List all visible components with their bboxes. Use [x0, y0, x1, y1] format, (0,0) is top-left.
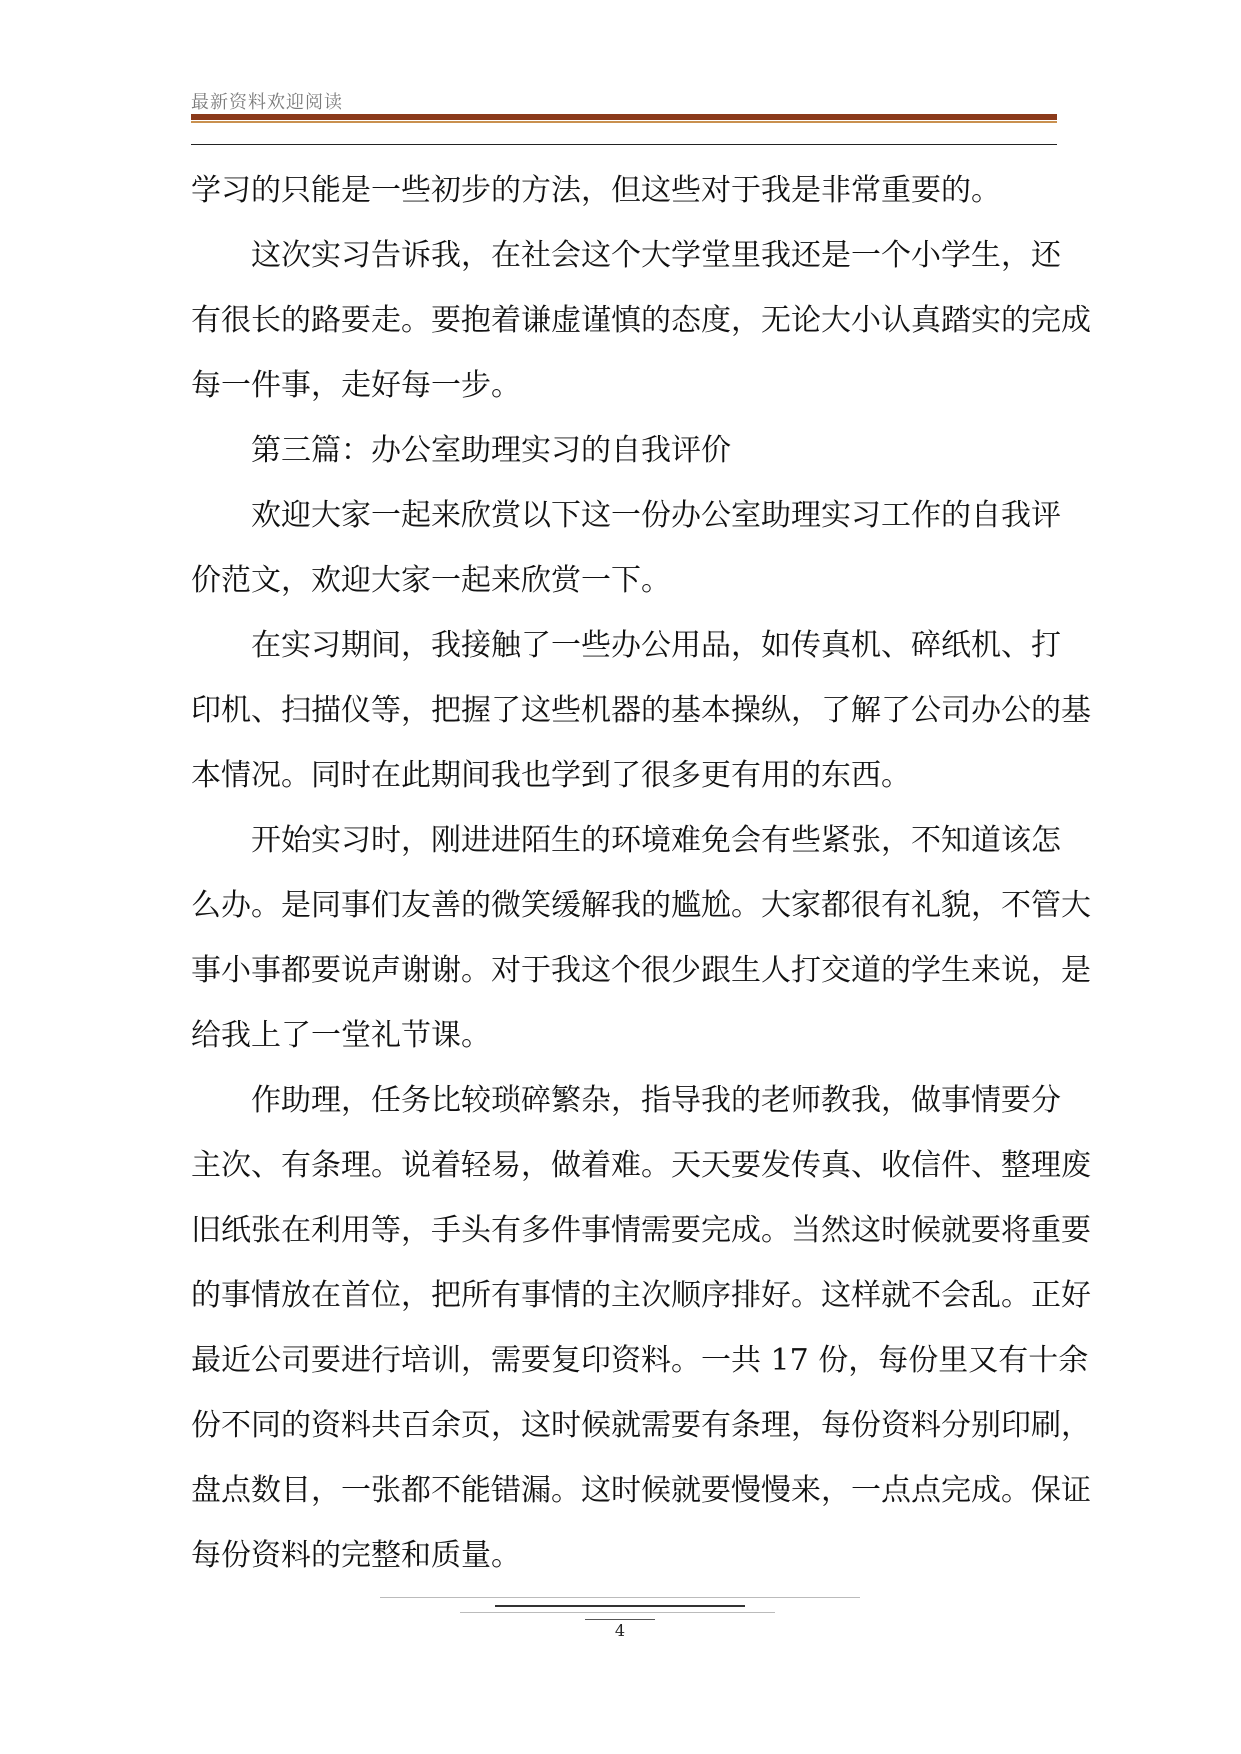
- body-line: 事小事都要说声谢谢。对于我这个很少跟生人打交道的学生来说，是: [191, 953, 1091, 988]
- body-line: 每份资料的完整和质量。: [191, 1538, 521, 1573]
- body-line: 最近公司要进行培训，需要复印资料。一共 17 份，每份里又有十余: [191, 1343, 1089, 1378]
- section-heading: 第三篇：办公室助理实习的自我评价: [191, 433, 731, 468]
- body-line: 每一件事，走好每一步。: [191, 368, 521, 403]
- body-line: 么办。是同事们友善的微笑缓解我的尴尬。大家都很有礼貌，不管大: [191, 888, 1091, 923]
- header-rule-thick: [191, 114, 1057, 120]
- body-line: 主次、有条理。说着轻易，做着难。天天要发传真、收信件、整理废: [191, 1148, 1091, 1183]
- document-body: [191, 158, 1091, 1588]
- footer-rule: [495, 1605, 745, 1607]
- body-line: 价范文，欢迎大家一起来欣赏一下。: [191, 563, 671, 598]
- body-line: 印机、扫描仪等，把握了这些机器的基本操纵，了解了公司办公的基: [191, 693, 1091, 728]
- body-line: 给我上了一堂礼节课。: [191, 1018, 491, 1053]
- footer-rule: [380, 1597, 860, 1598]
- body-line: 有很长的路要走。要抱着谦虚谨慎的态度，无论大小认真踏实的完成: [191, 303, 1091, 338]
- body-line: 本情况。同时在此期间我也学到了很多更有用的东西。: [191, 758, 911, 793]
- page-number: 4: [614, 1621, 626, 1640]
- body-line: 作助理，任务比较琐碎繁杂，指导我的老师教我，做事情要分: [191, 1083, 1061, 1118]
- body-line: 在实习期间，我接触了一些办公用品，如传真机、碎纸机、打: [191, 628, 1061, 663]
- body-line: 学习的只能是一些初步的方法，但这些对于我是非常重要的。: [191, 173, 1001, 208]
- body-line: 开始实习时，刚进进陌生的环境难免会有些紧张，不知道该怎: [191, 823, 1061, 858]
- footer-rule: [460, 1612, 775, 1613]
- body-line: 份不同的资料共百余页，这时候就需要有条理，每份资料分别印刷，: [191, 1408, 1091, 1443]
- body-line: 旧纸张在利用等，手头有多件事情需要完成。当然这时候就要将重要: [191, 1213, 1091, 1248]
- body-line: 的事情放在首位，把所有事情的主次顺序排好。这样就不会乱。正好: [191, 1278, 1091, 1313]
- header-rule-thin: [191, 144, 1057, 145]
- body-line: 这次实习告诉我，在社会这个大学堂里我还是一个小学生，还: [191, 238, 1061, 273]
- body-line: 盘点数目，一张都不能错漏。这时候就要慢慢来，一点点完成。保证: [191, 1473, 1091, 1508]
- footer-rule: [585, 1619, 655, 1620]
- body-line: 欢迎大家一起来欣赏以下这一份办公室助理实习工作的自我评: [191, 498, 1061, 533]
- header-text: 最新资料欢迎阅读: [191, 92, 343, 113]
- header-rule-accent: [191, 121, 1057, 123]
